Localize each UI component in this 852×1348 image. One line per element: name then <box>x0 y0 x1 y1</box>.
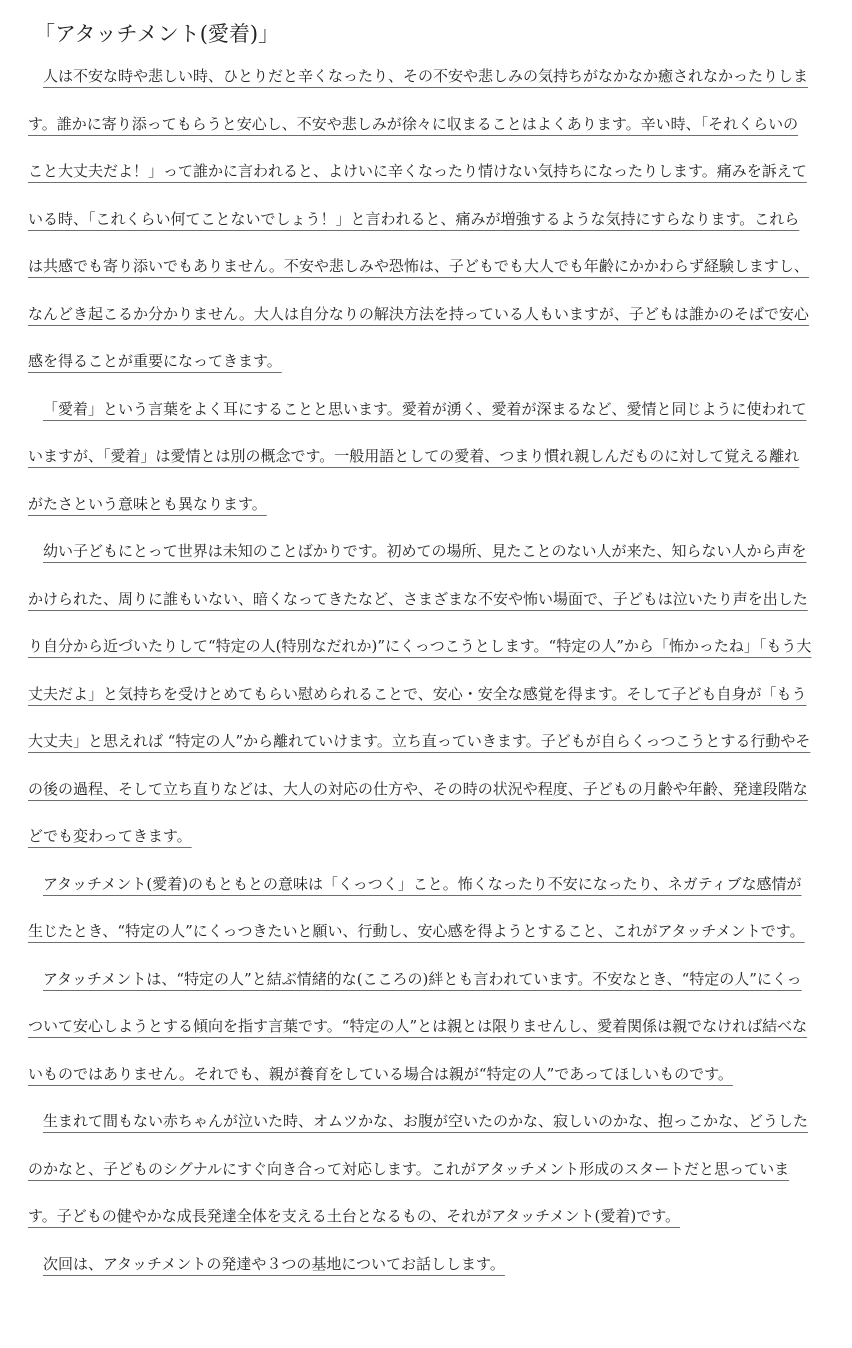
paragraph-7 <box>28 1241 812 1289</box>
paragraph-1-text: 人は不安な時や悲しい時、ひとりだと辛くなったり、その不安や悲しみの気持ちがなかなか癒されなかったりします。誰かに寄り添ってもらうと安心し、不安や悲しみが徐々に収まることはよくあります。辛い時、「それくらいのこと大丈夫だよ！」って誰かに言われると、よけいに辛くなったり情けない気持ちになったりします。痛みを訴えている時、「これくらい何てことないでしょう！」と言われると、痛みが増強するような気持にすらなります。これらは共感でも寄り添いでもありません。不安や悲しみや恐怖は、子どもでも大人でも年齢にかかわらず経験しますし、なんどき起こるか分かりません。大人は自分なりの解決方法を持っている人もいますが、子どもは誰かのそばで安心感を得ることが重要になってきます。 <box>28 67 809 370</box>
paragraph-4-text: アタッチメント(愛着)のもともとの意味は「くっつく」こと。怖くなったり不安になったり、ネガティブな感情が生じたとき、“特定の人”にくっつきたいと願い、行動し、安心感を得ようとすること、これがアタッチメントです。 <box>28 874 805 940</box>
paragraph-3-text: 幼い子どもにとって世界は未知のことばかりです。初めての場所、見たことのない人が来た、知らない人から声をかけられた、周りに誰もいない、暗くなってきたなど、さまざまな不安や怖い場面で、子どもは泣いたり声を出したり自分から近づいたりして“特定の人(特別なだれか)”にくっつこうとします。“特定の人”から「怖かったね」「もう大丈夫だよ」と気持ちを受けとめてもらい慰められることで、安心・安全な感覚を得ます。そして子ども自身が「もう大丈夫」と思えれば “特定の人”から離れていけます。立ち直っていきます。子どもが自らくっつこうとする行動やその後の過程、そして立ち直りなどは、大人の対応の仕方や、その時の状況や程度、子どもの月齢や年齢、発達段階などでも変わってきます。 <box>28 542 812 845</box>
paragraph-7-text: 次回は、アタッチメントの発達や３つの基地についてお話しします。 <box>43 1254 505 1273</box>
paragraph-3 <box>28 528 812 861</box>
paragraph-5 <box>28 956 812 1099</box>
paragraph-1 <box>28 53 812 386</box>
paragraph-4 <box>28 861 812 956</box>
paragraph-6-text: 生まれて間もない赤ちゃんが泣いた時、オムツかな、お腹が空いたのかな、寂しいのかな、抱っこかな、どうしたのかなと、子どものシグナルにすぐ向き合って対応します。これがアタッチメント形成のスタートだと思っています。子どもの健やかな成長発達全体を支える土台となるもの、それがアタッチメント(愛着)です。 <box>28 1112 809 1225</box>
paragraph-2-text: 「愛着」という言葉をよく耳にすることと思います。愛着が湧く、愛着が深まるなど、愛情と同じように使われていますが、「愛着」は愛情とは別の概念です。一般用語としての愛着、つまり慣れ親しんだものに対して覚える離れがたさという意味とも異なります。 <box>28 399 807 513</box>
page-title: 「アタッチメント(愛着)」 <box>34 22 280 46</box>
paragraph-2 <box>28 386 812 529</box>
paragraph-6 <box>28 1098 812 1241</box>
paragraph-5-text: アタッチメントは、“特定の人”と結ぶ情緒的な(こころの)絆とも言われています。不安なとき、“特定の人”にくっついて安心しようとする傾向を指す言葉です。“特定の人”とは親とは限りませんし、愛着関係は親でなければ結べないものではありません。それでも、親が養育をしている場合は親が“特定の人”であってほしいものです。 <box>28 969 808 1083</box>
